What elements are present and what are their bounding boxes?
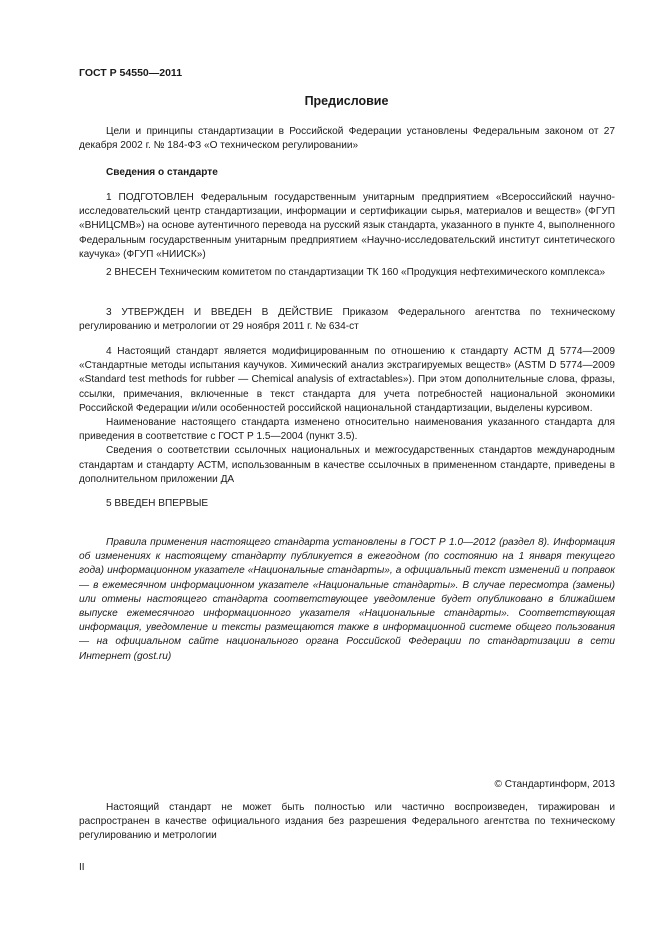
item-4-paragraph-3: Сведения о соответствии ссылочных национальных и межгосударственных стандартов международным стандартам и стандарту АСТМ, использованным в качестве ссылочных в примененном стандарте, приведены в дополнительном приложении ДА (79, 445, 615, 485)
item-1-paragraph: 1 ПОДГОТОВЛЕН Федеральным государственным унитарным предприятием «Всероссийский научно-исследовательский центр стандартизации, информации и сертификации сырья, материалов и веществ» (ФГУП «ВНИЦСМВ») на основе аутентичного перевода на русский язык стандарта, указанного в пункте 4, выполненного Федеральным государственным унитарным предприятием «Научно-исследовательский институт синтетического каучука» (ФГУП «НИИСК») (79, 192, 615, 260)
item-1-section (79, 191, 615, 262)
section-subheading: Сведения о стандарте (106, 167, 218, 178)
item-4-section (79, 345, 615, 487)
rules-note-section (79, 536, 615, 664)
item-3-paragraph: 3 УТВЕРЖДЕН И ВВЕДЕН В ДЕЙСТВИЕ Приказом Федерального агентства по техническому регулированию и метрологии от 29 ноября 2011 г. № 634-ст (79, 307, 615, 333)
page-title: Предисловие (304, 94, 389, 108)
page-number: II (79, 862, 85, 873)
item-4-paragraph-2: Наименование настоящего стандарта изменено относительно наименования указанного стандарта для приведения в соответствие с ГОСТ Р 1.5—2004 (пункт 3.5). (79, 417, 615, 443)
intro-paragraph: Цели и принципы стандартизации в Российской Федерации установлены Федеральным законом от 27 декабря 2002 г. № 184-ФЗ «О техническом регулировании» (79, 126, 615, 152)
reproduction-section (79, 801, 615, 844)
copyright-notice: © Стандартинформ, 2013 (494, 779, 615, 790)
intro-section (79, 125, 615, 153)
item-5-section (79, 497, 615, 511)
item-3-section (79, 306, 615, 334)
item-5-paragraph: 5 ВВЕДЕН ВПЕРВЫЕ (106, 498, 209, 509)
item-2-paragraph: 2 ВНЕСЕН Техническим комитетом по стандартизации ТК 160 «Продукция нефтехимического комплекса» (106, 267, 606, 278)
item-4-paragraph-1: 4 Настоящий стандарт является модифицированным по отношению к стандарту АСТМ Д 5774—2009 «Стандартные методы испытания каучуков. Химический анализ экстрагируемых веществ» (ASTM D 5774—2009 «Standard test methods for rubber — Chemical analysis of extractables»). При этом дополнительные слова, фразы, ссылки, примечания, включенные в текст стандарта для учета потребностей национальной экономики Российской Федерации и/или особенностей российской национальной стандартизации, выделены курсивом. (79, 346, 615, 414)
document-id: ГОСТ Р 54550—2011 (79, 67, 183, 79)
reproduction-paragraph: Настоящий стандарт не может быть полностью или частично воспроизведен, тиражирован и распространен в качестве официального издания без разрешения Федерального агентства по техническому регулированию и метрологии (79, 802, 615, 842)
rules-note-paragraph: Правила применения настоящего стандарта установлены в ГОСТ Р 1.0—2012 (раздел 8). Информация об изменениях к настоящему стандарту публикуется в ежегодном (по состоянию на 1 января текущего года) информационном указателе «Национальные стандарты», а официальный текст изменений и поправок — в ежемесячном информационном указателе «Национальные стандарты». В случае пересмотра (замены) или отмены настоящего стандарта соответствующее уведомление будет опубликовано в ближайшем выпуске ежемесячного информационного указателя «Национальные стандарты». Соответствующая информация, уведомление и тексты размещаются также в информационной системе общего пользования — на официальном сайте национального органа Российской Федерации по стандартизации в сети Интернет (gost.ru) (79, 537, 615, 662)
item-2-section (79, 266, 615, 280)
